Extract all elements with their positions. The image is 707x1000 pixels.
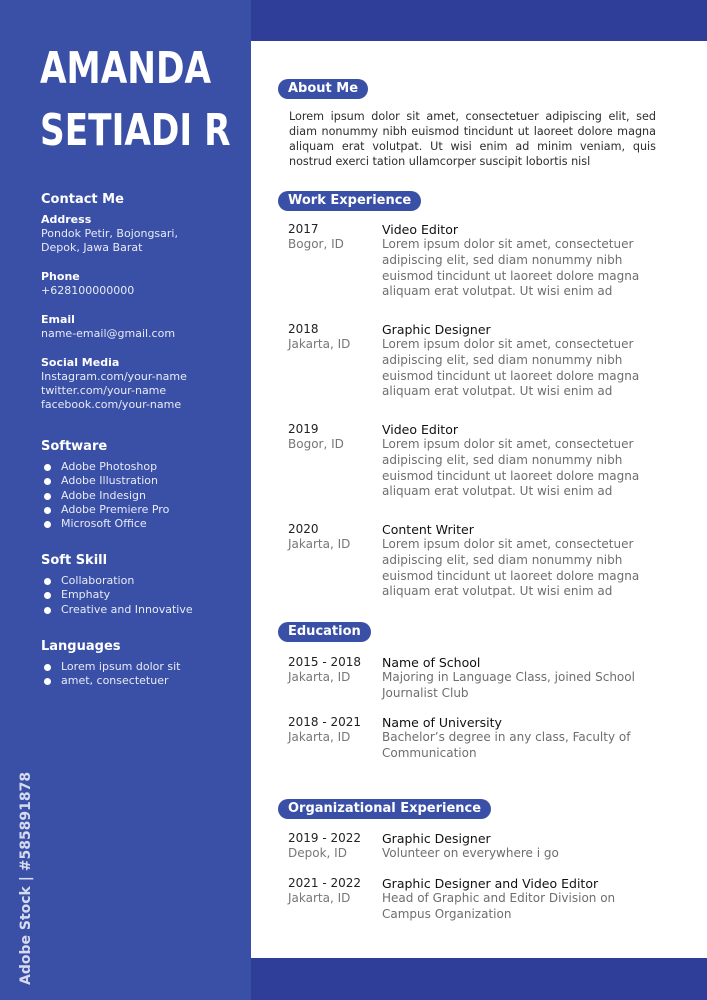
stock-watermark: Adobe Stock | #585891878 [18,771,34,985]
list-item: Emphaty [44,588,193,602]
entry-year: 2017 [288,222,319,236]
soft-skill-list [44,574,193,617]
phone-block [41,270,134,298]
address-line-1: Pondok Petir, Bojongsari, [41,227,178,240]
entry-role: Name of University [382,715,502,730]
software-title: Software [41,439,108,454]
entry-year: 2018 - 2021 [288,715,362,729]
bullet-icon [44,664,51,671]
bullet-icon [44,464,51,471]
entry-description: Lorem ipsum dolor sit amet, consectetuer adipiscing elit, sed diam nonummy nibh euismod tincidunt ut laoreet dolore magna aliquam erat volutpat. Ut wisi enim ad [382,237,640,299]
entry-role: Video Editor [382,422,458,437]
email-label: Email [41,313,75,326]
list-item: Adobe Photoshop [44,460,169,474]
entry-location: Jakarta, ID [288,337,351,351]
bullet-icon [44,507,51,514]
list-item: Adobe Premiere Pro [44,503,169,517]
list-item: Microsoft Office [44,517,169,531]
entry-location: Depok, ID [288,846,347,860]
about-text: Lorem ipsum dolor sit amet, consectetuer adipiscing elit, sed diam nonummy nibh euismod tincidunt ut laoreet dolore magna aliquam erat volutpat. Ut wisi enim ad minim veniam, quis nostrud exerci tation ullamcorper suscipit lobortis nisl [289,110,656,168]
phone-label: Phone [41,270,80,283]
bullet-icon [44,521,51,528]
social-facebook: facebook.com/your-name [41,398,182,411]
list-item: Lorem ipsum dolor sit [44,660,181,674]
bullet-icon [44,578,51,585]
entry-year: 2020 [288,522,319,536]
name-line-1: AMANDA [40,43,212,94]
email-value: name-email@gmail.com [41,327,176,340]
bullet-icon [44,607,51,614]
soft-skill-title: Soft Skill [41,553,108,568]
entry-location: Jakarta, ID [288,891,351,905]
bottom-accent-band [251,958,707,1000]
entry-description: Majoring in Language Class, joined School Journalist Club [382,670,635,700]
address-block [41,213,178,255]
software-list [44,460,169,531]
entry-location: Bogor, ID [288,237,344,251]
bullet-icon [44,592,51,599]
languages-title: Languages [41,639,121,654]
about-title: About Me [278,79,368,99]
entry-year: 2018 [288,322,319,336]
list-item: amet, consectetuer [44,674,181,688]
address-label: Address [41,213,92,226]
contact-title: Contact Me [41,192,124,207]
entry-description: Head of Graphic and Editor Division on Campus Organization [382,891,616,921]
entry-role: Name of School [382,655,481,670]
entry-description: Bachelor’s degree in any class, Faculty of Communication [382,730,631,760]
social-instagram: Instagram.com/your-name [41,370,187,383]
entry-location: Jakarta, ID [288,730,351,744]
email-block [41,313,175,341]
list-item: Adobe Indesign [44,489,169,503]
entry-role: Graphic Designer [382,831,491,846]
entry-description: Lorem ipsum dolor sit amet, consectetuer adipiscing elit, sed diam nonummy nibh euismod tincidunt ut laoreet dolore magna aliquam erat volutpat. Ut wisi enim ad [382,437,640,499]
entry-year: 2021 - 2022 [288,876,362,890]
entry-location: Jakarta, ID [288,537,351,551]
list-item: Adobe Illustration [44,474,169,488]
candidate-name [40,38,231,162]
entry-year: 2019 [288,422,319,436]
bullet-icon [44,478,51,485]
list-item: Creative and Innovative [44,603,193,617]
social-block [41,356,187,412]
address-line-2: Depok, Jawa Barat [41,241,143,254]
name-line-2: SETIADI R [40,105,231,156]
entry-year: 2019 - 2022 [288,831,362,845]
entry-year: 2015 - 2018 [288,655,362,669]
entry-description: Lorem ipsum dolor sit amet, consectetuer adipiscing elit, sed diam nonummy nibh euismod tincidunt ut laoreet dolore magna aliquam erat volutpat. Ut wisi enim ad [382,537,640,599]
list-item: Collaboration [44,574,193,588]
bullet-icon [44,493,51,500]
organizational-experience-title: Organizational Experience [278,799,491,819]
entry-role: Graphic Designer and Video Editor [382,876,599,891]
bullet-icon [44,678,51,685]
social-twitter: twitter.com/your-name [41,384,167,397]
entry-description: Lorem ipsum dolor sit amet, consectetuer adipiscing elit, sed diam nonummy nibh euismod tincidunt ut laoreet dolore magna aliquam erat volutpat. Ut wisi enim ad [382,337,640,399]
entry-description: Volunteer on everywhere i go [382,846,559,860]
entry-location: Jakarta, ID [288,670,351,684]
entry-role: Graphic Designer [382,322,491,337]
social-label: Social Media [41,356,120,369]
top-accent-band [251,0,707,41]
work-experience-title: Work Experience [278,191,421,211]
entry-role: Content Writer [382,522,474,537]
phone-value: +628100000000 [41,284,135,297]
entry-location: Bogor, ID [288,437,344,451]
education-title: Education [278,622,371,642]
entry-role: Video Editor [382,222,458,237]
languages-list [44,660,181,689]
